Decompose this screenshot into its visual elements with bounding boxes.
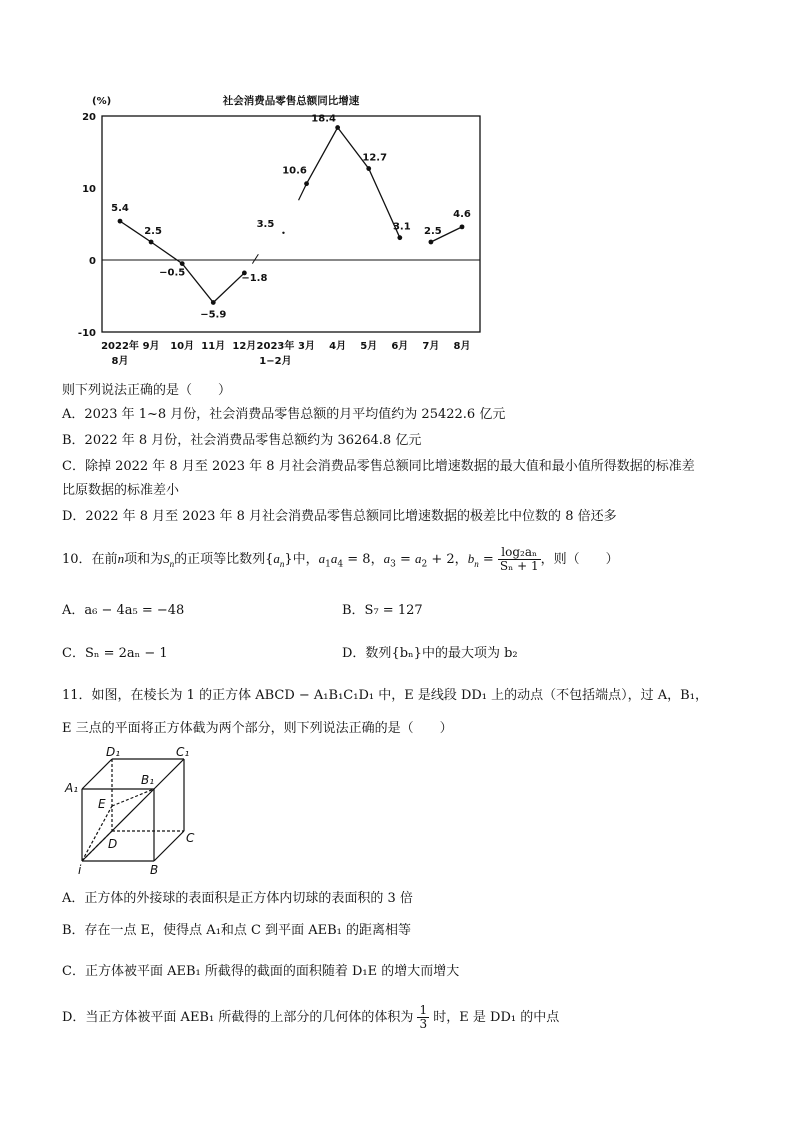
q9-option-a: A．2023 年 1~8 月份，社会消费品零售总额的月平均值约为 25422.6 亿元: [62, 407, 506, 422]
data-label: 3.1: [392, 221, 411, 233]
data-point: [180, 261, 185, 266]
q10-text-4: 中，: [292, 552, 319, 567]
segment-a-e: [82, 806, 112, 861]
q10-stem: 10．在前n项和为$S_n$的正项等比数列$\{a_n\}$中，$a_1a_4 = 8$，$a_3 = a_2 + 2$，$b_n$ = $\frac{\text{log₂aₙ}}{\text{Sₙ + 1}}$ ，则（ ）: [62, 545, 619, 573]
label-e: E: [98, 797, 106, 811]
data-label: 5.4: [111, 203, 129, 215]
data-point: [211, 300, 216, 305]
data-point: [366, 166, 371, 171]
label-d1: D₁: [106, 745, 121, 759]
data-point: [460, 224, 465, 229]
label-d: D: [108, 837, 118, 851]
y-axis-unit: (%): [92, 96, 112, 107]
series-line: [307, 128, 400, 238]
data-label: 3.5: [256, 218, 275, 230]
x-tick-label: 5月: [360, 341, 378, 352]
x-tick-label: 8月: [453, 341, 471, 352]
x-tick-label: 6月: [391, 341, 409, 352]
data-point: [335, 125, 340, 130]
edge-a1-d1: [82, 759, 112, 789]
q10-text-3: 的正项等比数列: [174, 552, 266, 567]
data-label: −5.9: [200, 309, 227, 321]
q11-frac-den: 3: [419, 1017, 428, 1031]
q11-option-d-fraction: [417, 1004, 429, 1031]
label-c: C: [186, 831, 195, 845]
data-label: 10.6: [282, 165, 307, 177]
data-label: 12.7: [362, 152, 388, 164]
x-tick-label: 3月: [298, 341, 316, 352]
label-b1: B₁: [141, 773, 155, 787]
label-a: i: [78, 863, 82, 877]
q11-frac-num: 1: [419, 1003, 428, 1017]
cube-figure: [62, 744, 212, 878]
q9-option-d: D．2022 年 8 月至 2023 年 8 月社会消费品零售总额同比增速数据的极差比中位数的 8 倍还多: [62, 509, 617, 524]
y-tick-label: 20: [82, 112, 96, 123]
x-tick-label: 4月: [329, 341, 347, 352]
q9-stem: 则下列说法正确的是（ ）: [62, 383, 232, 398]
q9-option-c: C．除掉 2022 年 8 月至 2023 年 8 月社会消费品零售总额同比增速数据的最大值和最小值所得数据的标准差: [62, 459, 695, 474]
data-label: 2.5: [144, 226, 162, 237]
gap-marker: [299, 184, 307, 201]
edge-b1-c1: [154, 759, 184, 789]
label-c1: C₁: [176, 745, 190, 759]
q10-option-c: C．Sₙ = 2aₙ − 1: [62, 646, 168, 661]
q10-text-5: ，: [370, 552, 384, 567]
x-tick-label-line2: 1−2月: [259, 356, 292, 367]
q10-option-a: A．a₆ − 4a₅ = −48: [62, 603, 185, 618]
q10-text-7: ，则（ ）: [540, 552, 619, 567]
data-label: −0.5: [159, 267, 186, 279]
q11-option-d-pre: D．当正方体被平面 AEB₁ 所截得的上部分的几何体的体积为: [62, 1010, 414, 1025]
data-label: −1.8: [241, 272, 268, 284]
q10-frac-num: log₂aₙ: [498, 546, 541, 560]
data-point: [397, 235, 402, 240]
q10-text-1: 在前: [91, 552, 118, 567]
q10-option-d-post: 中的最大项为 b₂: [421, 646, 518, 661]
data-point: [304, 181, 309, 186]
y-tick-label: 0: [89, 256, 96, 267]
q11-option-a: A．正方体的外接球的表面积是正方体内切球的表面积的 3 倍: [62, 891, 413, 906]
label-a1: A₁: [65, 781, 79, 795]
x-tick-label-line2: 8月: [111, 356, 129, 367]
growth-rate-chart: [62, 86, 492, 374]
data-point: [282, 232, 284, 234]
q10-frac-den: Sₙ + 1: [499, 559, 539, 573]
q9-option-b: B．2022 年 8 月份，社会消费品零售总额约为 36264.8 亿元: [62, 433, 422, 448]
x-tick-label: 10月: [170, 341, 195, 352]
q10-option-d-pre: D．数列: [342, 646, 392, 661]
x-tick-label: 11月: [201, 341, 226, 352]
edge-b-c: [154, 831, 184, 861]
gap-marker: [252, 254, 258, 263]
q10-text-2: 项和为: [124, 552, 164, 567]
x-tick-label: 2022年: [101, 341, 139, 352]
segment-e-b1: [112, 789, 154, 806]
q10-number: 10．: [62, 552, 92, 567]
data-point: [118, 219, 123, 224]
q10-option-d: [342, 645, 518, 663]
segment-a-b1: [82, 789, 154, 861]
q11-stem-line1: 11．如图，在棱长为 1 的正方体 ABCD − A₁B₁C₁D₁ 中，E 是线段 DD₁ 上的动点（不包括端点），过 A，B₁，: [62, 688, 708, 703]
data-label: 2.5: [424, 226, 442, 237]
data-label: 18.4: [311, 113, 336, 125]
data-label: 4.6: [453, 208, 471, 220]
data-point: [149, 240, 154, 245]
plot-frame: [102, 113, 480, 332]
q10-option-d-mid: {bₙ}: [391, 646, 422, 661]
x-tick-label: 2023年: [256, 341, 295, 352]
q11-option-b: B．存在一点 E，使得点 A₁和点 C 到平面 AEB₁ 的距离相等: [62, 923, 412, 938]
data-point: [429, 240, 434, 245]
q10-option-b: B．S₇ = 127: [342, 603, 423, 618]
q10-text-6: ，: [454, 552, 468, 567]
y-tick-label: 10: [82, 184, 96, 195]
cube-svg: [62, 744, 212, 878]
q9-option-c-cont: 比原数据的标准差小: [62, 483, 180, 498]
x-tick-label: 12月: [232, 341, 257, 352]
x-tick-label: 7月: [422, 341, 440, 352]
label-b: B: [150, 863, 159, 877]
chart-title: 社会消费品零售总额同比增速: [222, 95, 360, 107]
q11-stem-line2: E 三点的平面将正方体截为两个部分，则下列说法正确的是（ ）: [62, 721, 453, 736]
q11-option-c: C．正方体被平面 AEB₁ 所截得的截面的面积随着 D₁E 的增大而增大: [62, 964, 460, 979]
x-tick-label: 9月: [142, 341, 160, 352]
q11-option-d: [62, 1004, 559, 1032]
chart-svg: [62, 86, 492, 374]
y-tick-label: -10: [77, 328, 96, 339]
q11-option-d-post: 时，E 是 DD₁ 的中点: [433, 1010, 560, 1025]
q10-bn-fraction: [498, 546, 541, 573]
